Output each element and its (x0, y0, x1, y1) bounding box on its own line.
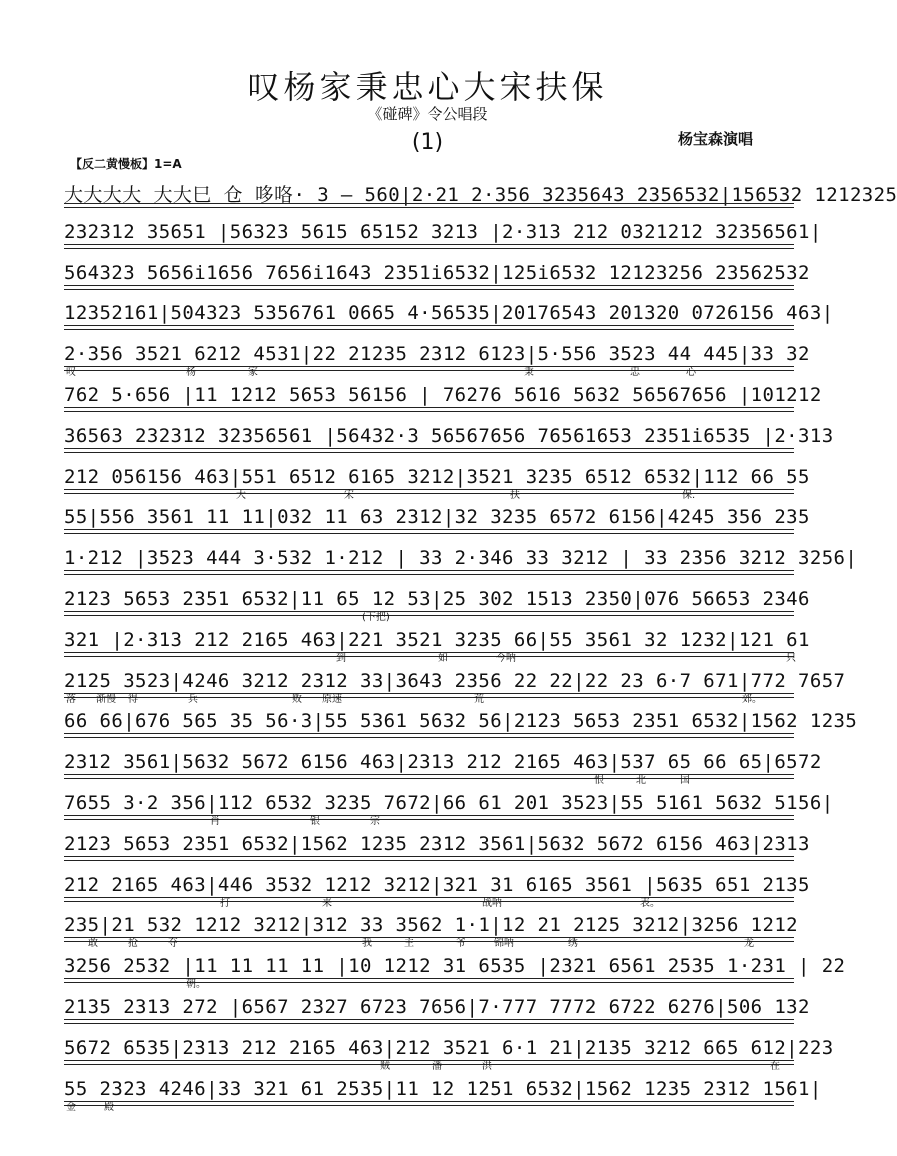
lyric-syllable: 今呐 (496, 652, 516, 664)
lyric-syllable: 杨 (186, 367, 196, 379)
lyric-syllable: 恨 (594, 775, 604, 787)
lyric-syllable: 洪 (482, 1060, 492, 1072)
lyric-syllable: 打 (220, 897, 230, 909)
notation-text: 55 2323 4246|33 321 61 2535|11 12 1251 6532|1562 1235 2312 1561| (64, 1077, 822, 1100)
lyric-syllable: 渐慢 (96, 693, 116, 705)
lyric-syllable: 到 (336, 652, 346, 664)
lyric-syllable: 殿 (104, 1101, 114, 1113)
score-line (64, 417, 834, 458)
lyric-syllable: 潘 (432, 1060, 442, 1072)
lyric-syllable: 贼 (380, 1060, 390, 1072)
lyric-syllable: 心 (686, 367, 696, 379)
beam-lines (64, 693, 794, 698)
score-line (64, 621, 810, 664)
notation-text: 36563 232312 32356561 |56432·3 56567656 76561653 2351i6535 |2·313 (64, 424, 834, 447)
lyric-syllable: 叹 (66, 367, 76, 379)
lyric-syllable: 主 (404, 938, 414, 950)
score-line (64, 172, 897, 213)
notation-text: 大大大大 大大巳 仓 哆咯· 3 — 560|2·21 2·356 3235643 2356532|156532 1212325 (64, 184, 897, 206)
lyric-syllable: 我 (362, 938, 372, 950)
lyric-syllable: 表。 (640, 897, 660, 909)
score-line (64, 498, 810, 539)
lyric-syllable: 落 (66, 693, 76, 705)
lyric-syllable: 只 (786, 652, 796, 664)
lyric-syllable: 原速 (322, 693, 342, 705)
notation-text: 2123 5653 2351 6532|1562 1235 2312 3561|5632 5672 6156 463|2313 (64, 832, 810, 855)
lyric-syllable: 银 (310, 815, 320, 827)
lyric-syllable: 宋 (344, 489, 354, 501)
notation-text: 321 |2·313 212 2165 463|221 3521 3235 66|55 3561 32 1232|121 61 (64, 628, 810, 651)
lyric-syllable: 在 (770, 1060, 780, 1072)
beam-lines (64, 978, 794, 983)
beam-lines (64, 1019, 794, 1024)
lyric-syllable: 败 (292, 693, 302, 705)
beam-lines (64, 366, 794, 371)
score-line (64, 1029, 834, 1072)
lyric-syllable: 绣 (568, 938, 578, 950)
notation-text: 2125 3523|4246 3212 2312 33|3643 2356 22 22|22 23 6·7 671|772 7657 (64, 669, 846, 692)
notation-text: 564323 5656i1656 7656i1643 2351i6532|125i6532 12123256 23562532 (64, 261, 810, 284)
beam-lines (64, 733, 794, 738)
score-line (64, 988, 810, 1029)
score-line (64, 866, 810, 909)
score-line (64, 254, 810, 295)
lyric-syllable: 秉 (524, 367, 534, 379)
notation-text: 232312 35651 |56323 5615 65152 3213 |2·313 212 0321212 32356561| (64, 220, 822, 243)
score-line (64, 743, 822, 787)
lyric-syllable: (下把) (362, 611, 390, 623)
beam-lines (64, 448, 794, 453)
lyric-syllable: 忠 (630, 367, 640, 379)
score-line (64, 947, 846, 991)
lyric-syllable: 家 (248, 367, 258, 379)
lyric-syllable: 荒 (474, 693, 484, 705)
lyric-syllable: 朝。 (186, 979, 206, 991)
notation-text: 2·356 3521 6212 4531|22 21235 2312 6123|5·556 3523 44 445|33 32 (64, 343, 810, 366)
notation-text: 212 2165 463|446 3532 1212 3212|321 31 6165 3561 |5635 651 2135 (64, 873, 810, 896)
lyric-syllable: 扶 (510, 489, 520, 501)
lyric-syllable: 如 (438, 652, 448, 664)
notation-text: 55|556 3561 11 11|032 11 63 2312|32 3235 6572 6156|4245 356 235 (64, 506, 810, 529)
notation-text: 212 056156 463|551 6512 6165 3212|3521 3235 6512 6532|112 66 55 (64, 465, 810, 488)
beam-lines (64, 1101, 794, 1106)
beam-lines (64, 1060, 794, 1065)
score-line (64, 906, 799, 950)
lyric-syllable: 国 (680, 775, 690, 787)
notation-text: 235|21 532 1212 3212|312 33 3562 1·1|12 21 2125 3212|3256 1212 (64, 914, 799, 937)
lyric-syllable: 大 (236, 489, 246, 501)
score-line (64, 335, 810, 379)
beam-lines (64, 529, 794, 534)
score-line (64, 294, 834, 335)
notation-text: 2135 2313 272 |6567 2327 6723 7656|7·777 7772 6722 6276|506 132 (64, 995, 810, 1018)
lyric-syllable: 兵 (188, 693, 198, 705)
subtitle: 《碰碑》令公唱段 (367, 105, 488, 123)
lyric-syllable: 北 (636, 775, 646, 787)
part-number: (1) (411, 130, 444, 155)
score-line (64, 213, 822, 254)
lyric-syllable: 宗 (370, 815, 380, 827)
notation-text: 12352161|504323 5356761 0665 4·56535|20176543 201320 0726156 463| (64, 302, 834, 325)
lyric-syllable: 敢 (88, 938, 98, 950)
notation-text: 762 5·656 |11 1212 5653 56156 | 76276 5616 5632 56567656 |101212 (64, 383, 822, 406)
beam-lines (64, 325, 794, 330)
score-line (64, 784, 834, 827)
beam-lines (64, 815, 794, 820)
score-line (64, 662, 846, 705)
lyric-syllable: 爷 (456, 938, 466, 950)
notation-text: 66 66|676 565 35 56·3|55 5361 5632 56|2123 5653 2351 6532|1562 1235 (64, 710, 858, 733)
beam-lines (64, 203, 794, 208)
performer-credit: 杨宝森演唱 (678, 130, 754, 148)
beam-lines (64, 897, 794, 902)
lyric-syllable: 肖 (210, 815, 220, 827)
lyric-syllable: 保. (682, 489, 696, 501)
beam-lines (64, 570, 794, 575)
score-line (64, 1070, 822, 1113)
mode-key-label: 【反二黄慢板】1=A (70, 157, 182, 171)
lyric-syllable: 来 (322, 897, 332, 909)
score (64, 172, 897, 1113)
beam-lines (64, 285, 794, 290)
score-line (64, 580, 810, 623)
lyric-syllable: 金 (66, 1101, 76, 1113)
beam-lines (64, 856, 794, 861)
score-line (64, 376, 822, 417)
lyric-syllable: 郊。 (742, 693, 762, 705)
score-line (64, 702, 858, 743)
score-line (64, 539, 858, 580)
beam-lines (64, 407, 794, 412)
notation-text: 2123 5653 2351 6532|11 65 12 53|25 302 1513 2350|076 56653 2346 (64, 587, 810, 610)
score-line (64, 458, 810, 501)
lyric-syllable: 锦呐 (494, 938, 514, 950)
beam-lines (64, 244, 794, 249)
lyric-syllable: 夺 (168, 938, 178, 950)
beam-lines (64, 652, 794, 657)
page-title: 叹杨家秉忠心大宋扶保 (247, 68, 608, 106)
beam-lines (64, 611, 794, 616)
lyric-syllable: 抢 (128, 938, 138, 950)
score-line (64, 825, 810, 866)
notation-text: 7655 3·2 356|112 6532 3235 7672|66 61 201 3523|55 5161 5632 5156| (64, 791, 834, 814)
lyric-syllable: 得 (128, 693, 138, 705)
notation-text: 3256 2532 |11 11 11 11 |10 1212 31 6535 |2321 6561 2535 1·231 | 22 (64, 955, 846, 978)
notation-text: 2312 3561|5632 5672 6156 463|2313 212 2165 463|537 65 66 65|6572 (64, 751, 822, 774)
lyric-syllable: 战呐 (482, 897, 502, 909)
lyric-syllable: 龙 (744, 938, 754, 950)
notation-text: 5672 6535|2313 212 2165 463|212 3521 6·1 21|2135 3212 665 612|223 (64, 1036, 834, 1059)
notation-text: 1·212 |3523 444 3·532 1·212 | 33 2·346 33 3212 | 33 2356 3212 3256| (64, 547, 858, 570)
